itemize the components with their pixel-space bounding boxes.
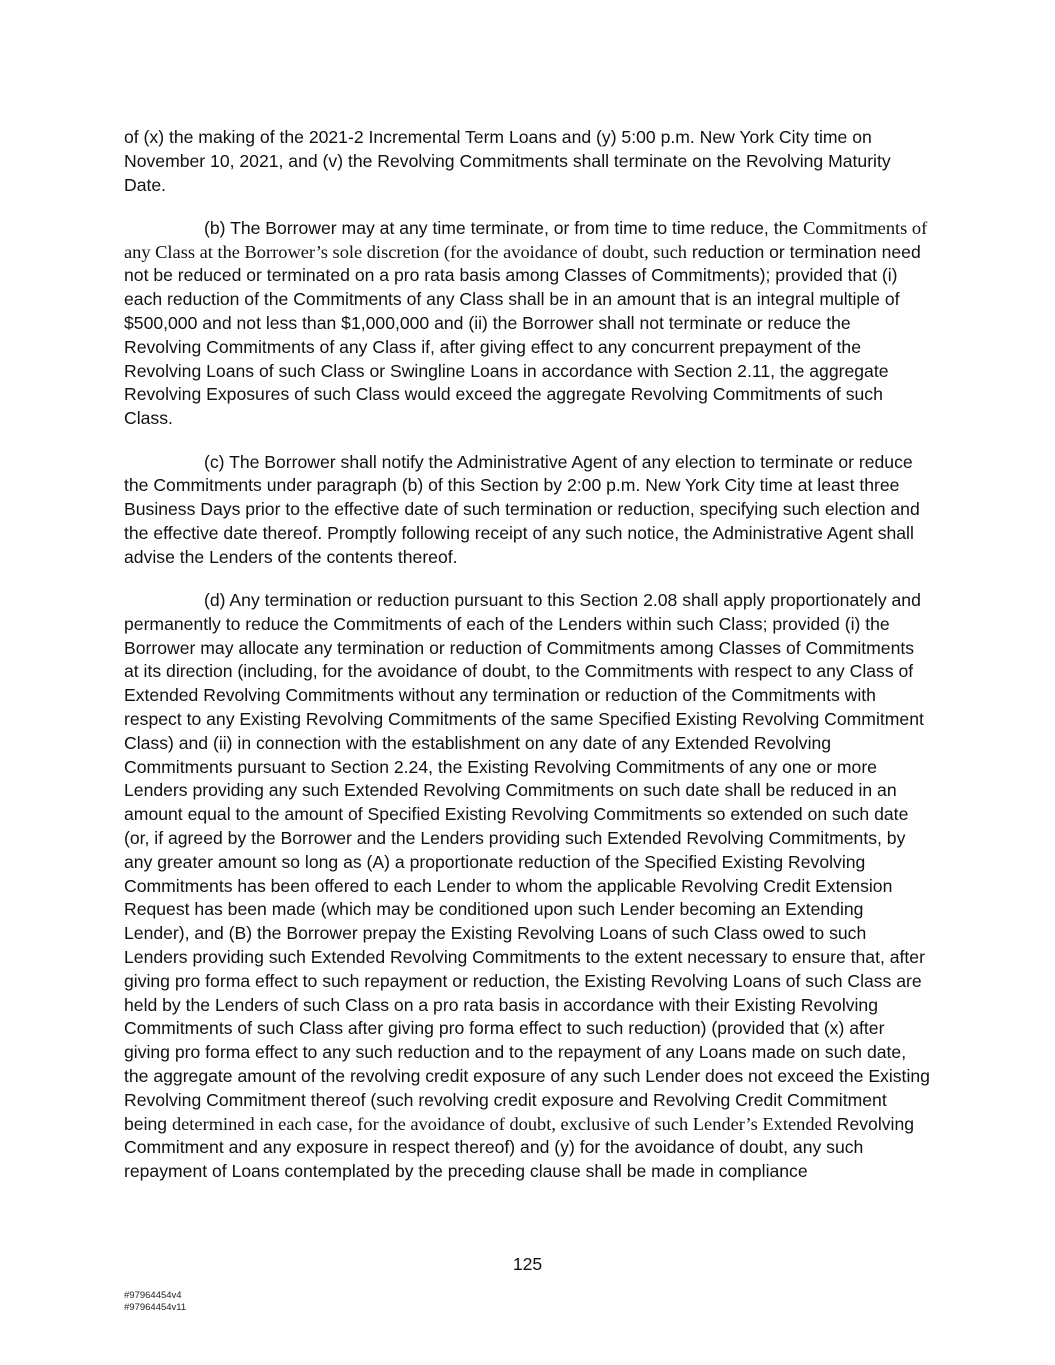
- paragraph-b: [124, 217, 932, 431]
- paragraph-d-text-1: (d) Any termination or reduction pursuant to this Section 2.08 shall apply proportionately and permanently to reduce the Commitments of each of the Lenders within such Class; provided (i) the Borrower may allocate any termination or reduction of Commitments among Classes of Commitments at its direction (including, for the avoidance of doubt, to the Commitments with respect to any Class of Extended Revolving Commitments without any termination or reduction of the Commitments with respect to any Existing Revolving Commitments of the same Specified Existing Revolving Commitment Class) and (ii) in connection with the establishment on any date of any Extended Revolving Commitments pursuant to Section 2.24, the Existing Revolving Commitments of any one or more Lenders providing any such Extended Revolving Commitments on such date shall be reduced in an amount equal to the amount of Specified Existing Revolving Commitments so extended on such date (or, if agreed by the Borrower and the Lenders providing such Extended Revolving Commitments, by any greater amount so long as (A) a proportionate reduction of the Specified Existing Revolving Commitments has been offered to each Lender to whom the applicable Revolving Credit Extension Request has been made (which may be conditioned upon such Lender becoming an Extending Lender), and (B) the Borrower prepay the Existing Revolving Loans of such Class owed to such Lenders providing such Extended Revolving Commitments to the extent necessary to ensure that, after giving pro forma effect to such repayment or reduction, the Existing Revolving Loans of such Class are held by the Lenders of such Class on a pro rata basis in accordance with their Existing Revolving Commitments of such Class after giving pro forma effect to such reduction) (provided that (x) after giving pro forma effect to any such reduction and to the repayment of any Loans made on such date, the aggregate amount of the revolving credit exposure of any such Lender does not exceed the Existing Revolving Commitment thereof (such revolving credit exposure and Revolving Credit Commitment being: [124, 590, 930, 1134]
- paragraph-d-text-2: Revolving Commitment and any exposure in respect thereof) and (y) for the avoidance of doubt, any such repayment of Loans contemplated by the preceding clause shall be made in compliance: [124, 1113, 915, 1182]
- paragraph-b-serif-line: Commitments of any Class at the Borrower’s sole discretion (for the avoidance of doubt, such: [124, 217, 928, 262]
- paragraph-d-serif-line: determined in each case, for the avoidance of doubt, exclusive of such Lender’s Extended: [171, 1113, 832, 1134]
- document-body: [124, 126, 932, 1184]
- paragraph-c: (c) The Borrower shall notify the Administrative Agent of any election to terminate or reduce the Commitments under paragraph (b) of this Section by 2:00 p.m. New York City time at least three Business Days prior to the effective date of such termination or reduction, specifying such election and the effective date thereof. Promptly following receipt of any such notice, the Administrative Agent shall advise the Lenders of the contents thereof.: [124, 451, 920, 567]
- page-number: 125: [512, 1254, 543, 1274]
- continuation-paragraph: of (x) the making of the 2021-2 Incremental Term Loans and (y) 5:00 p.m. New York City time on November 10, 2021, and (v) the Revolving Commitments shall terminate on the Revolving Maturity Date.: [124, 127, 891, 195]
- paragraph-d: [124, 589, 932, 1184]
- document-id-footer: [124, 1290, 186, 1313]
- paragraph-b-text-1: (b) The Borrower may at any time terminate, or from time to time reduce, the: [204, 217, 804, 238]
- document-id: #97964454v4: [124, 1290, 182, 1301]
- document-id: #97964454v11: [124, 1301, 187, 1313]
- paragraph-b-text-2: reduction or termination need not be reduced or terminated on a pro rata basis among Classes of Commitments); provided that (i) each reduction of the Commitments of any Class shall be in an amount that is an integral multiple of $500,000 and not less than $1,000,000 and (ii) the Borrower shall not terminate or reduce the Revolving Commitments of any Class if, after giving effect to any concurrent prepayment of the Revolving Loans of such Class or Swingline Loans in accordance with Section 2.11, the aggregate Revolving Exposures of such Class would exceed the aggregate Revolving Commitments of such Class.: [124, 241, 921, 429]
